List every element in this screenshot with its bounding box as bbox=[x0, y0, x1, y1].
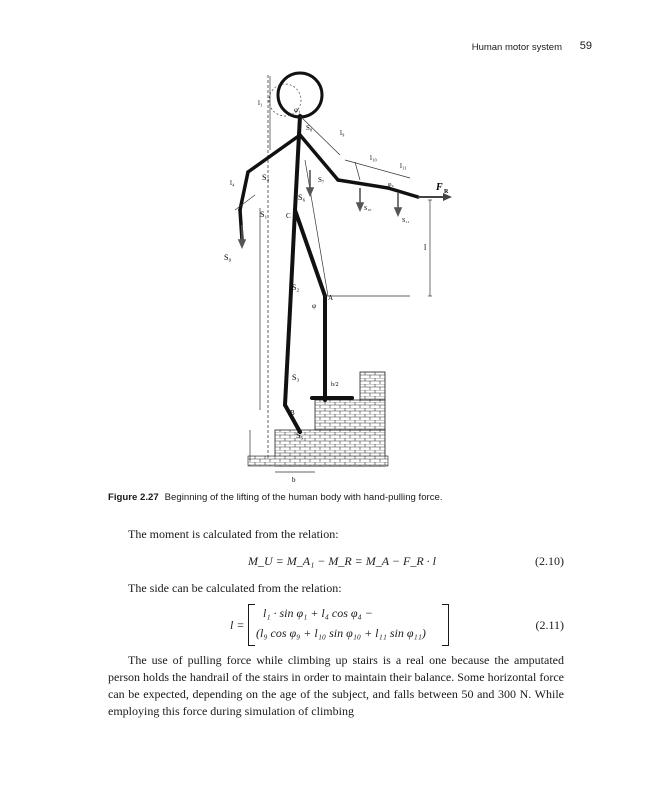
bracket-left bbox=[248, 604, 255, 646]
force-label: F bbox=[436, 182, 443, 193]
paragraph-side: The side can be calculated from the relation: bbox=[128, 581, 342, 595]
label-s3: S₃ bbox=[292, 373, 300, 382]
label-phi9: φ₉ bbox=[388, 182, 394, 188]
equation-2-11-lhs: l = bbox=[230, 618, 245, 632]
label-l10: l₁₀ bbox=[370, 154, 377, 162]
paragraph-pulling-force: The use of pulling force while climbing up stairs is a real one because the amputated person holds the handrail of the stairs in order to maintain their balance. Some horizontal force can be expected, depending on the age of the subject, and falls between 50 and 300 N. While employing this force during simulation of climbing bbox=[108, 653, 564, 718]
label-l1: l₁ bbox=[258, 99, 263, 107]
paragraph-moment: The moment is calculated from the relation: bbox=[128, 527, 339, 541]
equation-2-11-line2: (l₉ cos φ₉ + l₁₀ sin φ₁₀ + l₁₁ sin φ₁₁) bbox=[256, 626, 426, 640]
label-s10: S₁₀ bbox=[364, 206, 372, 212]
equation-2-11 bbox=[108, 604, 564, 648]
label-half-b: b/2 bbox=[331, 382, 339, 388]
equation-2-10 bbox=[108, 554, 564, 574]
label-point-a: A bbox=[328, 294, 334, 302]
label-s7: S₇ bbox=[318, 176, 325, 184]
label-phi1: φ₁ bbox=[294, 106, 301, 114]
label-l: l bbox=[424, 243, 427, 252]
staircase bbox=[248, 372, 388, 466]
label-point-b: B bbox=[290, 409, 295, 417]
label-s6: S₆ bbox=[298, 193, 306, 202]
figure-2-27 bbox=[200, 60, 460, 490]
label-s8: S₈ bbox=[306, 124, 313, 132]
label-s2: S₂ bbox=[292, 283, 300, 292]
figure-caption bbox=[108, 492, 568, 504]
running-head-title: Human motor system bbox=[471, 42, 562, 53]
equation-2-10-number: (2.10) bbox=[535, 554, 564, 568]
body-segments bbox=[240, 116, 418, 432]
label-s9: S₉ bbox=[224, 253, 232, 262]
label-s1: S₁ bbox=[260, 210, 268, 219]
force-label-sub: R bbox=[444, 189, 449, 195]
label-s5: S₅ bbox=[296, 431, 304, 440]
label-phi: φ bbox=[312, 302, 317, 310]
equation-2-11-number: (2.11) bbox=[535, 618, 564, 632]
label-l11: l₁₁ bbox=[400, 162, 407, 170]
label-l4: l₄ bbox=[230, 179, 235, 187]
equation-2-11-line1: l₁ · sin φ₁ + l₄ cos φ₄ − bbox=[263, 606, 373, 620]
caption-label: Figure 2.27 bbox=[108, 492, 159, 503]
bracket-right bbox=[442, 604, 449, 646]
label-b: b bbox=[292, 476, 296, 484]
equation-2-10-body: M_U = M_A₁ − M_R = M_A − F_R · l bbox=[248, 554, 436, 568]
label-s4: S₄ bbox=[262, 173, 270, 182]
label-point-c: C bbox=[286, 212, 291, 220]
label-l9: l₉ bbox=[340, 129, 345, 137]
biomechanics-diagram bbox=[200, 60, 460, 490]
running-head bbox=[0, 40, 648, 54]
label-s11: S₁₁ bbox=[402, 218, 410, 224]
page-number: 59 bbox=[579, 40, 592, 52]
caption-text: Beginning of the lifting of the human body with hand-pulling force. bbox=[164, 492, 443, 503]
